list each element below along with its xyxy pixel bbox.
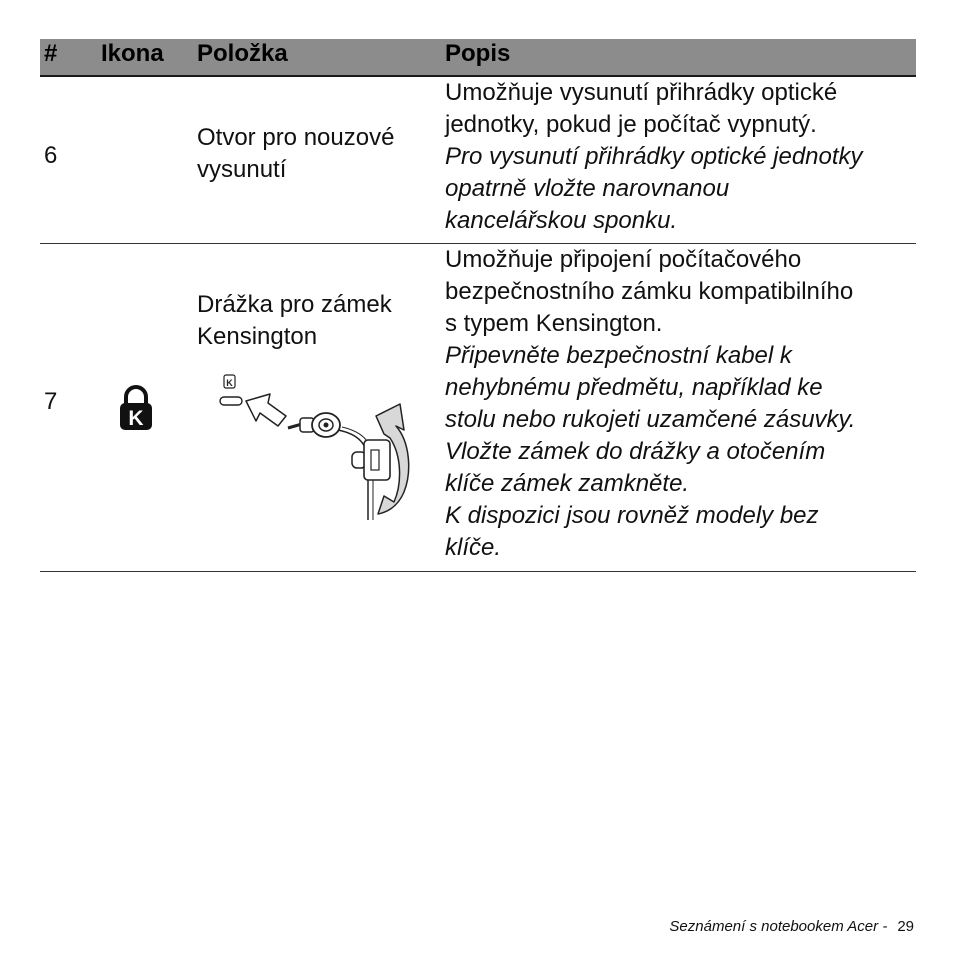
desc-note-line: klíče. <box>445 534 502 561</box>
desc-note-line: Pro vysunutí přihrádky optické jednotky <box>445 143 863 170</box>
lock-icon-letter: K <box>128 407 144 430</box>
item-line: Kensington <box>197 323 318 350</box>
desc-note-line: stolu nebo rukojeti uzamčené zásuvky. <box>445 406 856 433</box>
desc-note-line: K dispozici jsou rovněž modely bez <box>445 502 819 529</box>
table-row <box>40 77 916 244</box>
row-item <box>197 289 392 353</box>
item-line: Otvor pro nouzové <box>197 124 395 151</box>
header-item: Položka <box>197 40 288 67</box>
desc-note-line: Vložte zámek do drážky a otočením <box>445 438 826 465</box>
header-num: # <box>44 40 58 67</box>
desc-line: bezpečnostního zámku kompatibilního <box>445 278 854 305</box>
item-line: vysunutí <box>197 156 287 183</box>
desc-note-line: Připevněte bezpečnostní kabel k <box>445 342 792 369</box>
header-icon: Ikona <box>101 40 164 67</box>
row-description <box>445 77 915 237</box>
table-header <box>40 39 916 77</box>
row-description <box>445 244 915 564</box>
desc-note-line: kancelářskou sponku. <box>445 207 678 234</box>
component-table <box>40 39 916 572</box>
desc-note-line: nehybnému předmětu, například ke <box>445 374 823 401</box>
row-number: 6 <box>44 142 58 169</box>
table-row <box>40 244 916 572</box>
row-number: 7 <box>44 388 58 415</box>
desc-line: Umožňuje připojení počítačového <box>445 246 802 273</box>
desc-line: s typem Kensington. <box>445 310 663 337</box>
desc-line: Umožňuje vysunutí přihrádky optické <box>445 79 838 106</box>
footer-title: Seznámení s notebookem Acer - <box>669 918 888 935</box>
row-item <box>197 122 394 186</box>
desc-note-line: opatrně vložte narovnanou <box>445 175 730 202</box>
desc-note-line: klíče zámek zamkněte. <box>445 470 690 497</box>
page-footer <box>669 918 914 935</box>
item-line: Drážka pro zámek <box>197 291 392 318</box>
page-number: 29 <box>897 918 914 935</box>
header-description: Popis <box>445 40 511 67</box>
svg-text:K: K <box>226 378 233 388</box>
kensington-lock-icon <box>118 385 154 431</box>
lock-insertion-illustration <box>218 372 418 520</box>
desc-line: jednotky, pokud je počítač vypnutý. <box>445 111 817 138</box>
